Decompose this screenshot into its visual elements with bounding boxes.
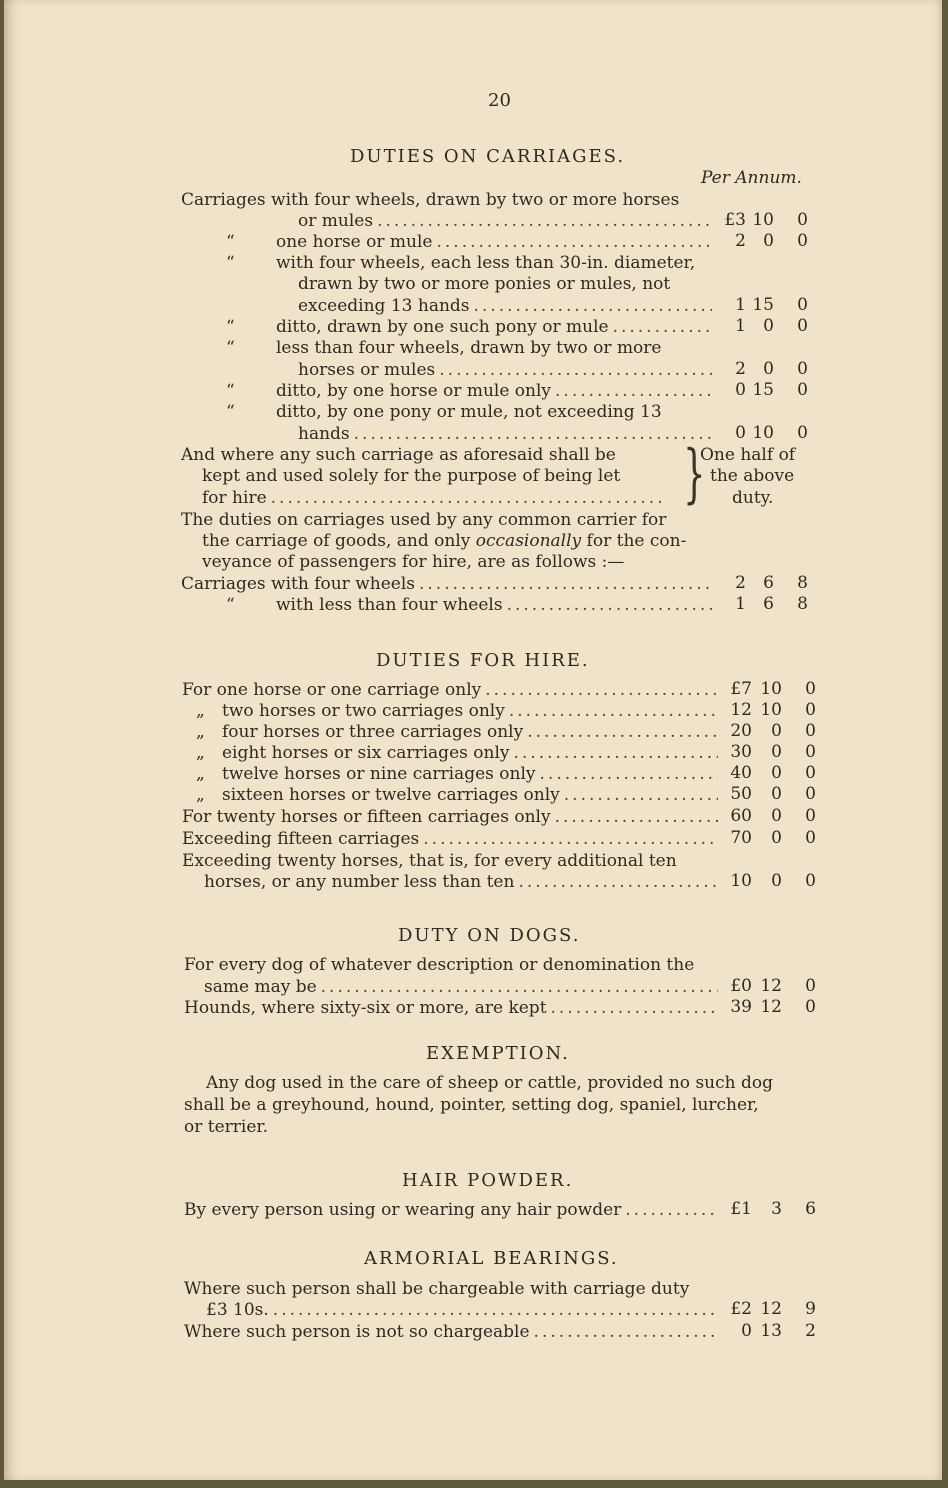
hire-row-9: horses, or any number less than ten ..... — [204, 872, 724, 892]
dogs-row-2: Hounds, where sixty-six or more, are kept ..... — [184, 998, 724, 1018]
brace-icon: } — [683, 437, 706, 511]
carriage-row-5: horses or mules ..... — [298, 360, 718, 380]
carriage-row-3-cont: drawn by two or more ponies or mules, not — [298, 274, 671, 294]
let-clause-line-1: And where any such carriage as aforesaid shall be — [181, 445, 616, 465]
hire-row-1: For one horse or one carriage only ..... — [182, 680, 724, 700]
half-duty-note-1: One half of — [700, 445, 796, 465]
carrier-para-line-1: The duties on carriages used by any common carrier for — [181, 510, 667, 530]
per-annum-label: Per Annum. — [701, 168, 802, 188]
carrier-row-1: Carriages with four wheels ..... — [181, 574, 718, 594]
ditto-mark: „ — [196, 785, 205, 805]
ditto-mark: “ — [226, 317, 235, 337]
armorial-row-2: Where such person is not so chargeable ..... — [184, 1322, 724, 1342]
hire-row-3: four horses or three carriages only ..... — [222, 722, 724, 742]
hair-powder-row: By every person using or wearing any hair powder ..... — [184, 1200, 724, 1220]
armorial-row-1: £3 10s. ..... — [206, 1300, 724, 1320]
carriage-row-1-label: Carriages with four wheels, drawn by two or more horses — [181, 190, 680, 210]
ditto-mark: “ — [226, 232, 235, 252]
hire-row-8: Exceeding fifteen carriages ..... — [182, 829, 724, 849]
carriage-row-2: one horse or mule ..... — [276, 232, 718, 252]
dogs-row-1-label: For every dog of whatever description or denomination the — [184, 955, 695, 975]
carriage-row-3: exceeding 13 hands ..... — [298, 296, 718, 316]
ditto-mark: “ — [226, 595, 235, 615]
carriage-row-5-label: less than four wheels, drawn by two or more — [276, 338, 662, 358]
hire-row-9-label: Exceeding twenty horses, that is, for every additional ten — [182, 851, 677, 871]
exemption-line-1: Any dog used in the care of sheep or cattle, provided no such dog — [206, 1073, 773, 1093]
carrier-para-line-3: veyance of passengers for hire, are as follows :— — [202, 552, 625, 572]
ditto-mark: “ — [226, 338, 235, 358]
section-title-hair-powder: HAIR POWDER. — [402, 1170, 574, 1191]
section-title-carriages: DUTIES ON CARRIAGES. — [350, 146, 626, 167]
hire-row-6: sixteen horses or twelve carriages only ..... — [222, 785, 724, 805]
armorial-row-1-label: Where such person shall be chargeable with carriage duty — [184, 1279, 690, 1299]
section-title-armorial: ARMORIAL BEARINGS. — [364, 1248, 619, 1269]
carriage-row-7: hands ..... — [298, 424, 718, 444]
carrier-row-2: with less than four wheels ..... — [276, 595, 718, 615]
ditto-mark: “ — [226, 381, 235, 401]
dogs-row-1: same may be ..... — [204, 977, 724, 997]
let-clause-line-2: kept and used solely for the purpose of being let — [202, 466, 621, 486]
hire-row-2: two horses or two carriages only ..... — [222, 701, 724, 721]
carriage-row-4: ditto, drawn by one such pony or mule ..... — [276, 317, 718, 337]
ditto-mark: „ — [196, 701, 205, 721]
book-page: 20 DUTIES ON CARRIAGES. Per Annum. Carriages with four wheels, drawn by two or more horses or mules ..... £3 10 0 “ one horse or mule ..... 2 0 0 “ with four wheels, each less than 30-in. diameter, drawn by two or more ponies or mules, not exceeding 13 hands ..... 1 15 0 “ ditto, drawn by one such pony or mule ..... 1 0 0 “ less than four wheels, drawn by two or more horses or mules ..... 2 0 0 “ ditto, by one horse or mule only ..... 0 15 0 “ ditto, by one pony or mule, not exceeding 13 hands ..... 0 10 0 And where any such carriage as aforesaid shall be kept and used solely for the purpose of being let for hire ..... } One half of the above duty. The duties on carriages used by any common carrier for the carriage of goods, and only occasionally for the con- veyance of passengers for hire, are as follows :— Carriages with four wheels ..... 2 6 8 “ with less than four wheels ..... 1 6 8 DUTIES FOR HIRE. For one horse or one carriage only ..... £7 10 0 „ two horses or two carriages only ..... 12 10 0 „ four horses or three carriages only ..... 20 0 0 „ eight horses or six carriages only ..... 30 0 0 „ twelve horses or nine carriages only ..... 40 0 0 „ sixteen horses or twelve carriages only ..... 50 0 0 For twenty horses or fifteen carriages only ..... 60 0 0 Exceeding fifteen carriages ..... 70 0 0 Exceeding twenty horses, that is, for every additional ten horses, or any number less than ten ..... 10 0 0 DUTY ON DOGS. For every dog of whatever description or denomination the same may be ..... £0 12 0 Hounds, where sixty-six or more, are kept ..... 39 12 0 EXEMPTION. Any dog used in the care of sheep or cattle, provided no such dog shall be a greyhound, hound, pointer, setting dog, spaniel, lurcher, or terrier. HAIR POWDER. By every person using or wearing any hair powder ..... £1 3 6 ARMORIAL BEARINGS. Where such person shall be chargeable with carriage duty £3 10s. ..... £2 12 9 Where such person is not so chargeable ..... 0 13 2 — [4, 0, 942, 1480]
hire-row-7: For twenty horses or fifteen carriages only ..... — [182, 807, 724, 827]
ditto-mark: “ — [226, 253, 235, 273]
ditto-mark: „ — [196, 722, 205, 742]
let-clause-line-3: for hire ..... — [202, 488, 668, 508]
page-number: 20 — [488, 90, 511, 111]
carriage-row-3-label: with four wheels, each less than 30-in. diameter, — [276, 253, 696, 273]
section-title-exemption: EXEMPTION. — [426, 1043, 570, 1064]
section-title-hire: DUTIES FOR HIRE. — [376, 650, 590, 671]
carriage-row-6: ditto, by one horse or mule only ..... — [276, 381, 718, 401]
exemption-line-2: shall be a greyhound, hound, pointer, setting dog, spaniel, lurcher, — [184, 1095, 759, 1115]
hire-row-4: eight horses or six carriages only ..... — [222, 743, 724, 763]
exemption-line-3: or terrier. — [184, 1117, 269, 1137]
half-duty-note-3: duty. — [732, 488, 774, 508]
hire-row-5: twelve horses or nine carriages only ..... — [222, 764, 724, 784]
carrier-para-line-2: the carriage of goods, and only occasionally for the con- — [202, 531, 687, 551]
ditto-mark: “ — [226, 402, 235, 422]
ditto-mark: „ — [196, 743, 205, 763]
ditto-mark: „ — [196, 764, 205, 784]
carriage-row-1: or mules ..... — [298, 211, 718, 231]
section-title-dogs: DUTY ON DOGS. — [398, 925, 581, 946]
half-duty-note-2: the above — [710, 466, 795, 486]
carriage-row-7-label: ditto, by one pony or mule, not exceeding 13 — [276, 402, 662, 422]
